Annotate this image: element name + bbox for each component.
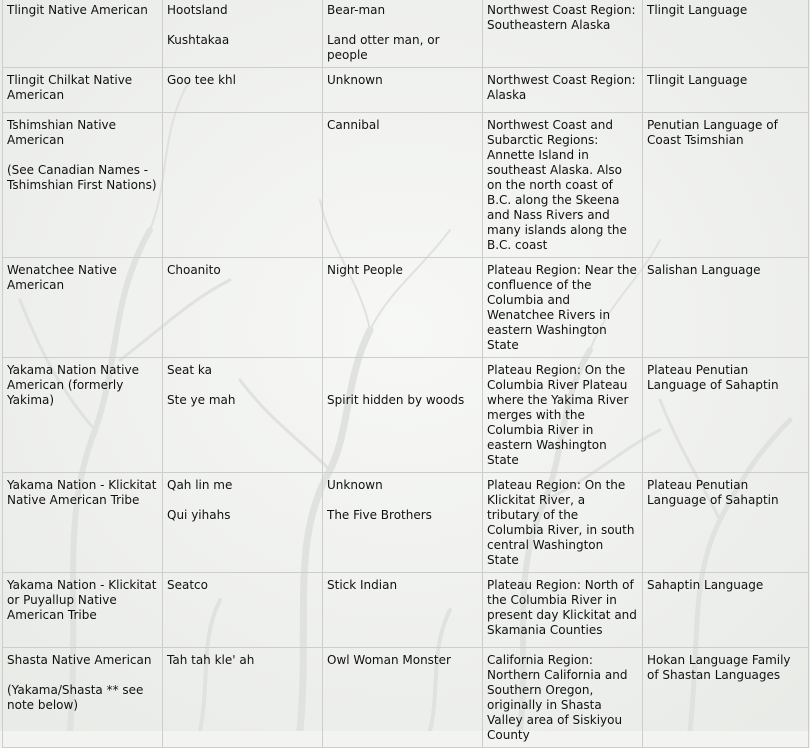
cell-text: Qah lin me: [167, 478, 233, 492]
cell-text: Tah tah kle' ah: [167, 653, 255, 667]
cell-text: Northwest Coast Region: Alaska: [487, 73, 636, 102]
meaning-cell: [323, 473, 483, 573]
cell-text: Wenatchee Native American: [7, 263, 117, 292]
cell-text: California Region: Northern California and Southern Oregon, originally in Shasta Valley area of Siskiyou County: [487, 653, 628, 742]
cell-text: Qui yihahs: [167, 508, 231, 522]
tribe-cell: [3, 648, 163, 748]
name-cell: [163, 473, 323, 573]
region-cell: [483, 0, 643, 68]
cell-text: Spirit hidden by woods: [327, 393, 465, 407]
region-cell: [483, 358, 643, 473]
meaning-cell: [323, 648, 483, 748]
tribe-cell: [3, 258, 163, 358]
cell-text: Plateau Region: On the Klickitat River, a tributary of the Columbia River, in south central Washington State: [487, 478, 635, 567]
tribe-cell: [3, 113, 163, 258]
cell-text: Stick Indian: [327, 578, 398, 592]
language-cell: [643, 473, 809, 573]
region-cell: [483, 113, 643, 258]
cell-text: Choanito: [167, 263, 221, 277]
cell-text: Salishan Language: [647, 263, 761, 277]
table-row: [3, 573, 809, 648]
cell-text: [327, 363, 478, 378]
language-cell: [643, 358, 809, 473]
region-cell: [483, 473, 643, 573]
cell-text: The Five Brothers: [327, 508, 432, 522]
cell-text: Sahaptin Language: [647, 578, 764, 592]
region-cell: [483, 258, 643, 358]
cell-text: Penutian Language of Coast Tsimshian: [647, 118, 778, 147]
cell-text: Unknown: [327, 478, 383, 492]
cell-text: Cannibal: [327, 118, 380, 132]
cell-text: Yakama Nation - Klickitat Native American Tribe: [7, 478, 157, 507]
table-body: [3, 0, 809, 748]
cell-text: Goo tee khl: [167, 73, 236, 87]
cell-text: Kushtakaa: [167, 33, 230, 47]
meaning-cell: [323, 573, 483, 648]
cell-text: Bear-man: [327, 3, 386, 17]
language-cell: [643, 258, 809, 358]
table-row: [3, 0, 809, 68]
language-cell: [643, 573, 809, 648]
tribe-cell: [3, 473, 163, 573]
name-cell: [163, 648, 323, 748]
cell-text: Northwest Coast Region: Southeastern Alaska: [487, 3, 636, 32]
name-cell: [163, 358, 323, 473]
cell-text: Ste ye mah: [167, 393, 236, 407]
meaning-cell: [323, 358, 483, 473]
name-cell: [163, 258, 323, 358]
language-cell: [643, 0, 809, 68]
cell-text: Plateau Penutian Language of Sahaptin: [647, 363, 779, 392]
region-cell: [483, 68, 643, 113]
name-cell: [163, 68, 323, 113]
cell-text: Tlingit Native American: [7, 3, 148, 17]
meaning-cell: [323, 258, 483, 358]
cell-text: Owl Woman Monster: [327, 653, 451, 667]
tribe-cell: [3, 573, 163, 648]
cell-text: Shasta Native American: [7, 653, 152, 667]
cell-text: Plateau Region: North of the Columbia River in present day Klickitat and Skamania Counties: [487, 578, 637, 637]
native-names-table: [2, 0, 809, 748]
cell-text: Plateau Region: Near the confluence of the Columbia and Wenatchee Rivers in eastern Washington State: [487, 263, 637, 352]
language-cell: [643, 113, 809, 258]
region-cell: [483, 573, 643, 648]
cell-text: Plateau Region: On the Columbia River Plateau where the Yakima River merges with the Columbia River in eastern Washington State: [487, 363, 629, 467]
cell-text: Seatco: [167, 578, 208, 592]
tribe-cell: [3, 68, 163, 113]
region-cell: [483, 648, 643, 748]
name-cell: [163, 113, 323, 258]
table-row: [3, 473, 809, 573]
cell-text: Night People: [327, 263, 403, 277]
cell-text: Northwest Coast and Subarctic Regions: Annette Island in southeast Alaska. Also on the north coast of B.C. along the Skeena and Nass Rivers and many islands along the B.C. coast: [487, 118, 627, 252]
language-cell: [643, 68, 809, 113]
tribe-cell: [3, 358, 163, 473]
cell-text: Yakama Nation - Klickitat or Puyallup Native American Tribe: [7, 578, 157, 622]
table-row: [3, 113, 809, 258]
cell-text: Tlingit Language: [647, 73, 748, 87]
table-row: [3, 68, 809, 113]
tribe-cell: [3, 0, 163, 68]
cell-text: Hokan Language Family of Shastan Languages: [647, 653, 791, 682]
cell-text: Tshimshian Native American: [7, 118, 117, 147]
meaning-cell: [323, 113, 483, 258]
cell-text: (See Canadian Names - Tshimshian First Nations): [7, 163, 157, 192]
cell-text: Seat ka: [167, 363, 212, 377]
meaning-cell: [323, 68, 483, 113]
cell-text: Unknown: [327, 73, 383, 87]
cell-text: Tlingit Chilkat Native American: [7, 73, 133, 102]
name-cell: [163, 573, 323, 648]
name-cell: [163, 0, 323, 68]
cell-text: Tlingit Language: [647, 3, 748, 17]
cell-text: Land otter man, or people: [327, 33, 440, 62]
cell-text: Plateau Penutian Language of Sahaptin: [647, 478, 779, 507]
table-row: [3, 358, 809, 473]
meaning-cell: [323, 0, 483, 68]
cell-text: Hootsland: [167, 3, 228, 17]
language-cell: [643, 648, 809, 748]
table-row: [3, 258, 809, 358]
table-row: [3, 648, 809, 748]
cell-text: Yakama Nation Native American (formerly Yakima): [7, 363, 139, 407]
cell-text: (Yakama/Shasta ** see note below): [7, 683, 144, 712]
